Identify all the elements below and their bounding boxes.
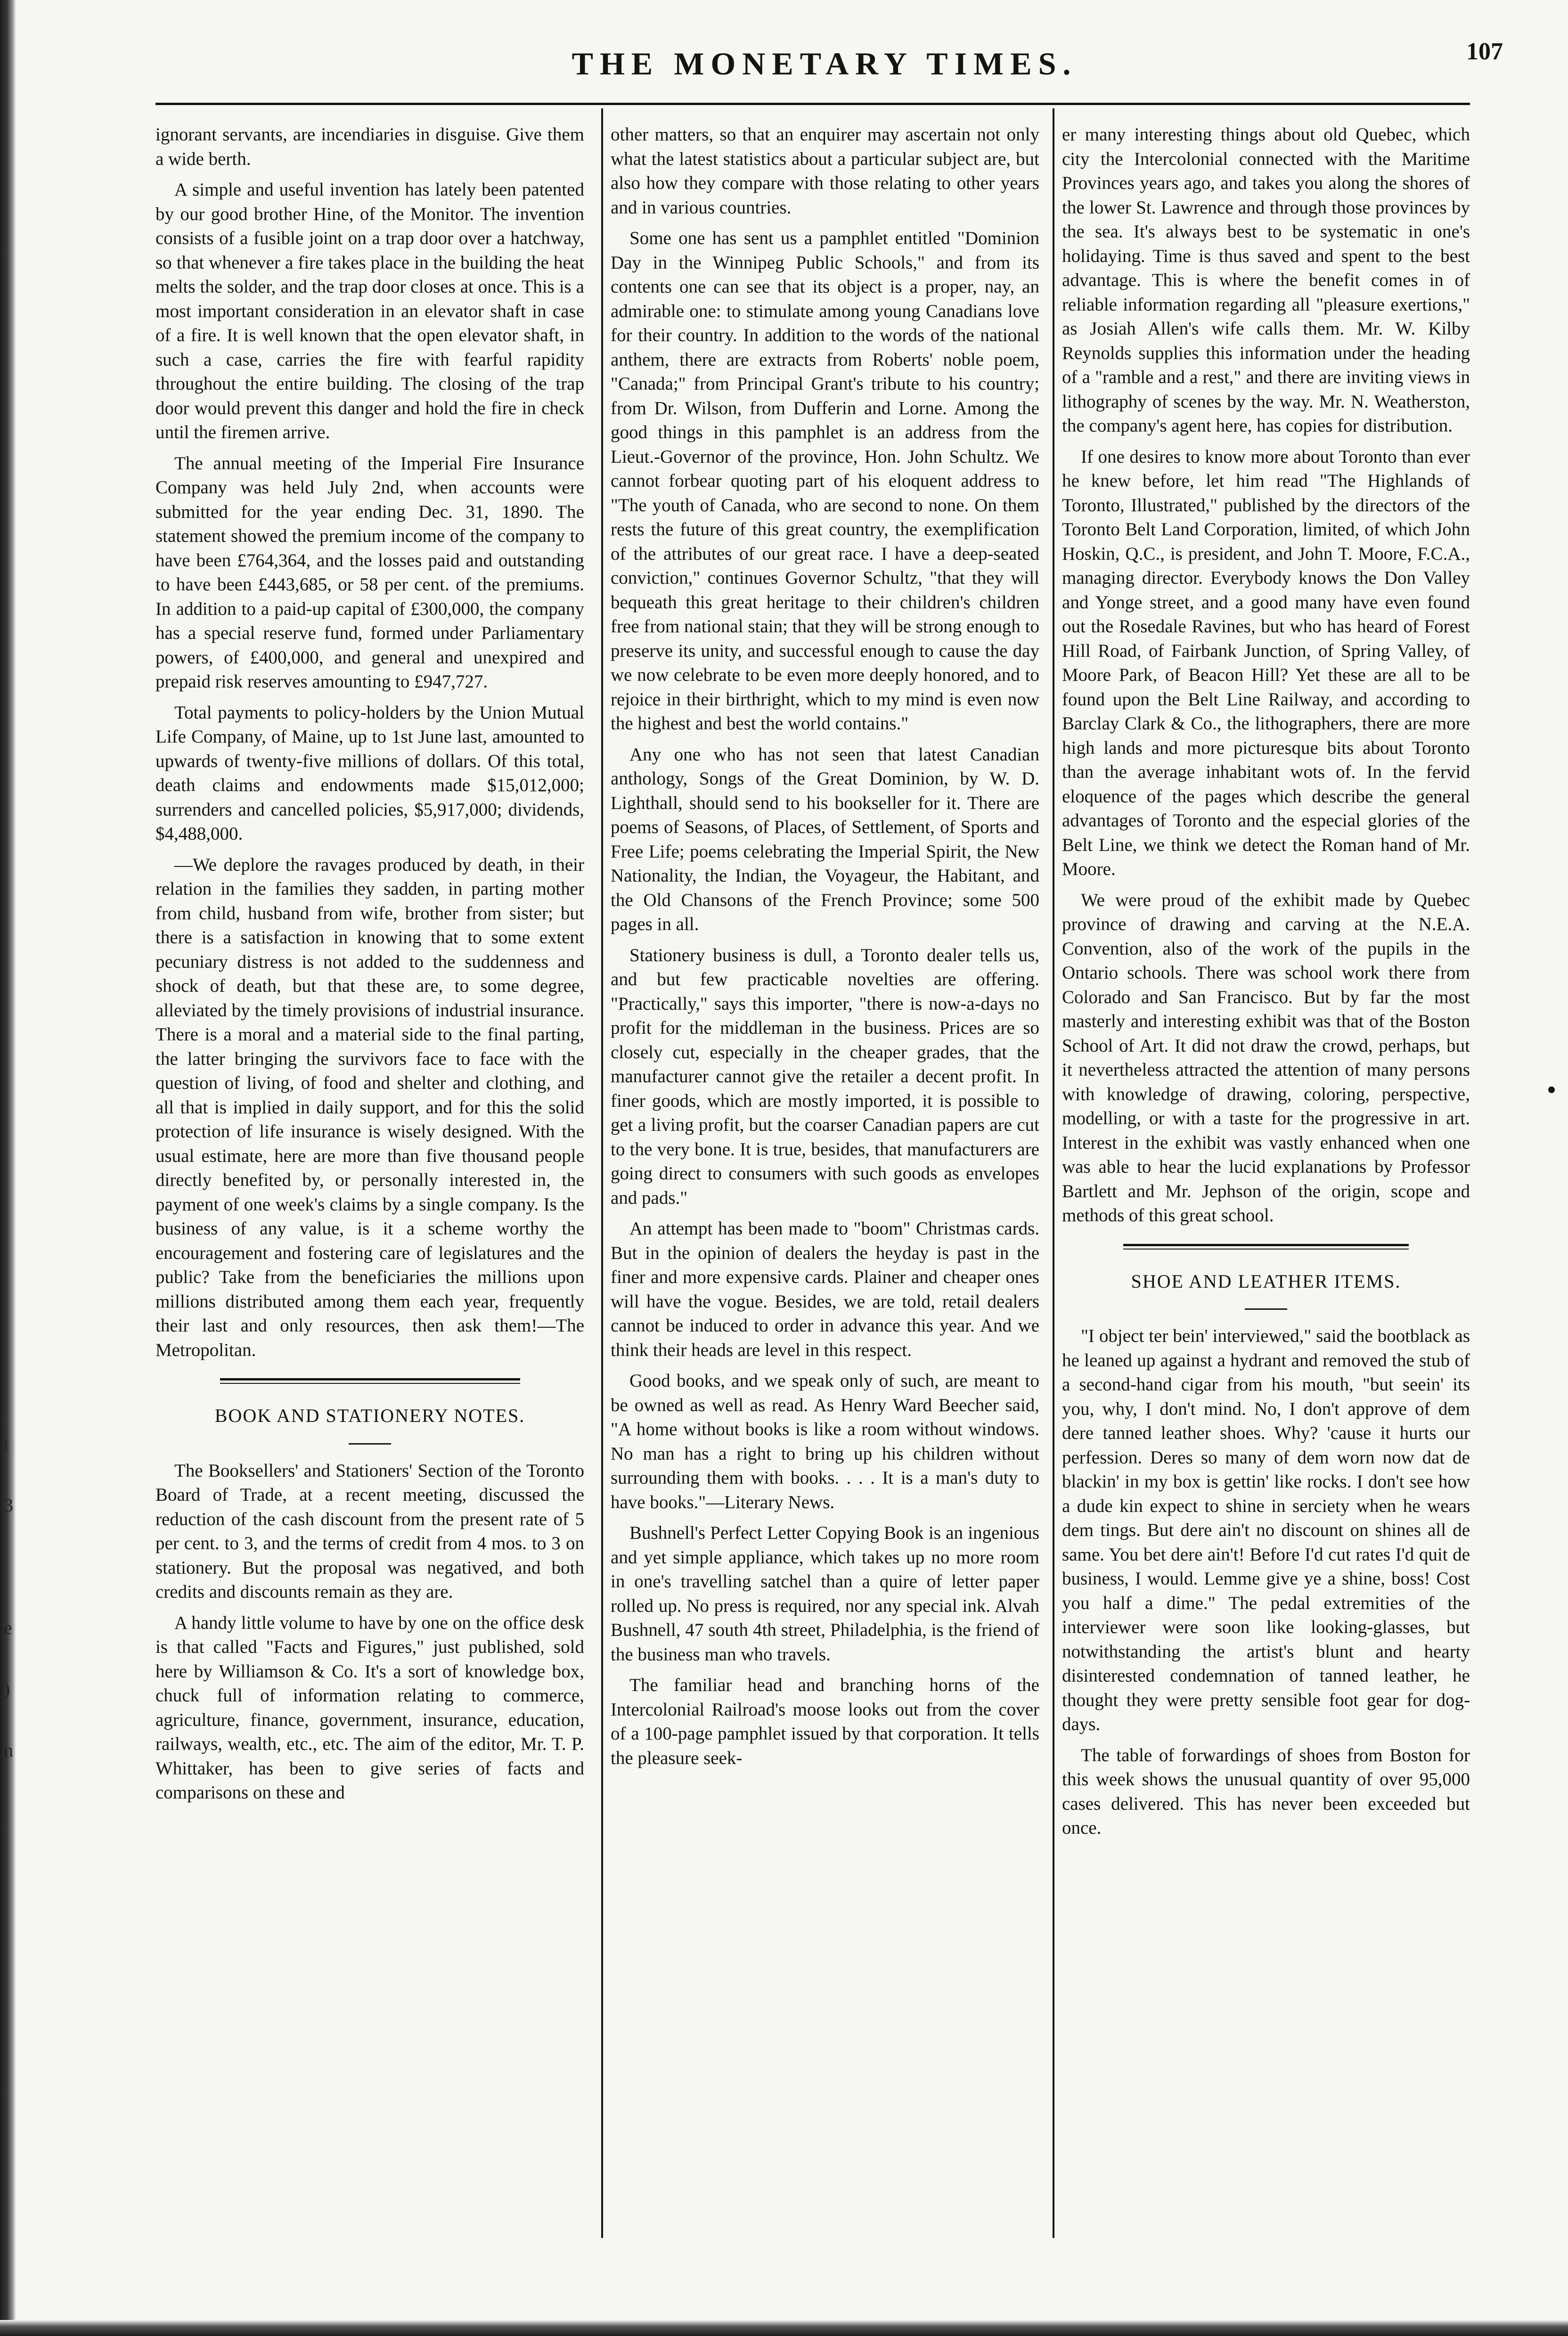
paragraph: The familiar head and branching horns of the Intercolonial Railroad's moose looks out from the cover of a 100-page pamphlet issued by that corporation. It tells the pleasure seek-	[611, 1675, 1039, 1768]
margin-mark: )	[4, 1678, 10, 1699]
column-divider	[601, 108, 603, 2238]
margin-mark	[4, 1536, 13, 1597]
book-spine-shadow	[0, 0, 16, 2336]
paragraph: The table of forwardings of shoes from Boston for this week shows the unusual quantity of over 95,000 cases delivered. This has never been exceeded but once.	[1062, 1745, 1470, 1838]
heading-underline	[349, 1443, 391, 1445]
column-divider	[1053, 108, 1054, 2238]
print-speck	[1548, 1086, 1555, 1093]
margin-mark: n	[4, 1740, 13, 1761]
article-column-1	[155, 123, 584, 2233]
paragraph: We were proud of the exhibit made by Quebec province of drawing and carving at the N.E.A. Convention, also of the work of the pupils in the Ontario schools. There was school work there from Colorado and San Francisco. But by far the most masterly and interesting exhibit was that of the Boston School of Art. It did not draw the crowd, perhaps, but it nevertheless attracted the attention of many persons with knowledge of drawing, coloring, perspective, modelling, or with a taste for the progressive in art. Interest in the exhibit was vastly enhanced when one was able to hear the lucid explanations by Professor Bartlett and Mr. Jephson of the origin, scope and methods of this great school.	[1062, 890, 1470, 1225]
paragraph: If one desires to know more about Toronto than ever he knew before, let him read "The Highlands of Toronto, Illustrated," published by the directors of the Toronto Belt Land Corporation, limited, of which John Hoskin, Q.C., is president, and John T. Moore, F.C.A., managing director. Everybody knows the Don Valley and Yonge street, and a good many have even found out the Rosedale Ravines, but who has heard of Forest Hill Road, of Fairbank Junction, of Spring Valley, of Moore Park, of Beacon Hill? Yet these are all to be found upon the Belt Line Railway, and according to Barclay Clark & Co., the lithographers, there are more high lands and more picturesque bits about Toronto than the average inhabitant wots of. In the fervid eloquence of the pages which describe the general advantages of Toronto and the especial glories of the Belt Line, we think we detect the Roman hand of Mr. Moore.	[1062, 446, 1470, 879]
masthead-title: THE MONETARY TIMES.	[572, 46, 1078, 82]
section-divider	[1123, 1244, 1409, 1250]
paragraph: —We deplore the ravages produced by death, in their relation in the families they sadden, in parting mother from child, husband from wife, brother from sister; but there is a satisfaction in knowing that to some extent pecuniary distress is not added to the suddenness and shock of death, but that these are, to some degree, alleviated by the timely provisions of industrial insurance. There is a moral and a material side to the final parting, the latter bringing the survivors face to face with the question of living, of food and shelter and clothing, and all that is implied in daily support, and for this the solid protection of life insurance is wisely designed. With the usual estimate, here are more than five thousand people directly benefited by, or personally interested in, the payment of one week's claims by a single company. Is the business of any value, is it a scheme worthy the encouragement and fostering care of legislatures and the public? Take from the beneficiaries the millions upon millions distributed among them each year, frequently their last and only resources, then ask them!—The Metropolitan.	[155, 854, 584, 1360]
paragraph: "I object ter bein' interviewed," said the bootblack as he leaned up against a hydrant and removed the stub of a second-hand cigar from his mouth, "but seein' its you, why, I don't mind. No, I don't approve of dem dere tanned leather shoes. Why? 'cause it hurts our perfession. Deres so many of dem worn now dat de blackin' in my box is gettin' like rocks. I don't see how a dude kin expect to shine in serciety when he wears dem tings. But dere ain't no discount on shines all de same. You bet dere ain't! Before I'd cut rates I'd quit de business, I would. Lemme give ye a shine, boss! Cost you half a dime." The pedal extremities of the interviewer were soon like looking-glasses, but notwithstanding the artist's blunt and hearty disinterested condemnation of tanned leather, he thought they were pretty sensible foot gear for dog-days.	[1062, 1326, 1470, 1734]
paragraph: Stationery business is dull, a Toronto dealer tells us, and but few practicable novelties are offering. "Practically," says this importer, "there is now-a-days no profit for the middleman in the business. Prices are so closely cut, especially in the cheaper grades, that the manufacturer cannot give the retailer a decent profit. In finer goods, which are mostly imported, it is possible to get a living profit, but the coarser Canadian papers are cut to the very bone. It is true, besides, that manufacturers are going direct to consumers with such goods as envelopes and pads."	[611, 945, 1039, 1208]
paragraph: Bushnell's Perfect Letter Copying Book is an ingenious and yet simple appliance, which takes up no more room in one's travelling satchel than a quire of letter paper rolled up. No press is required, nor any special ink. Alvah Bushnell, 47 south 4th street, Philadelphia, is the friend of the business man who travels.	[611, 1523, 1039, 1665]
article-column-2	[611, 123, 1039, 2233]
paragraph: A handy little volume to have by one on the office desk is that called "Facts and Figures," just published, sold here by Williamson & Co. It's a sort of knowledge box, chuck full of information relating to commerce, agriculture, finance, government, insurance, education, railways, wealth, etc., etc. The aim of the editor, Mr. T. P. Whittaker, has been to give series of facts and comparisons on these and	[155, 1612, 584, 1803]
paragraph: A simple and useful invention has lately been patented by our good brother Hine, of the Monitor. The invention consists of a fusible joint on a trap door over a hatchway, so that whenever a fire takes place in the building the heat melts the solder, and the trap door closes at once. This is a most important consideration in an elevator shaft in case of a fire. It is well known that the open elevator shaft, in such a case, carries the fire with fearful rapidity throughout the entire building. The closing of the trap door would prevent this danger and hold the fire in check until the firemen arrive.	[155, 180, 584, 442]
article-column-3	[1062, 123, 1470, 2233]
paragraph: Some one has sent us a pamphlet entitled "Dominion Day in the Winnipeg Public Schools," and from its contents one can see that its object is a proper, nay, an admirable one: to stimulate among young Canadians love for their country. In addition to the words of the national anthem, there are extracts from Roberts' noble poem, "Canada;" from Principal Grant's tribute to his country; from Dr. Wilson, from Dufferin and Lorne. Among the good things in this pamphlet is an address from the Lieut.-Governor of the province, Hon. John Schultz. We cannot forbear quoting part of his eloquent address to "The youth of Canada, who are second to none. On them rests the future of this great country, the exemplification of the attributes of our great race. I have a deep-seated conviction," continues Governor Schultz, "that they will bequeath this great heritage to their children's children free from national stain; that they will be strong enough to preserve its unity, and successful enough to cause the day we now celebrate to be even more deeply honored, and to rejoice in their birthright, which to my mind is even now the highest and best the world contains."	[611, 228, 1039, 734]
paragraph: Good books, and we speak only of such, are meant to be owned as well as read. As Henry Ward Beecher said, "A home without books is like a room without windows. No man has a right to bring up his children without surrounding them with books. . . . It is a man's duty to have books."—Literary News.	[611, 1371, 1039, 1512]
paragraph: The annual meeting of the Imperial Fire Insurance Company was held July 2nd, when accounts were submitted for the year ending Dec. 31, 1890. The statement showed the premium income of the company to have been £764,364, and the losses paid and outstanding to have been £443,685, or 58 per cent. of the premiums. In addition to a paid-up capital of £300,000, the company has a special reserve fund, formed under Parliamentary powers, of £400,000, and general and unexpired and prepaid risk reserves amounting to £947,727.	[155, 453, 584, 692]
paragraph: er many interesting things about old Quebec, which city the Intercolonial connected with the Maritime Provinces years ago, and takes you along the shores of the lower St. Lawrence and through those provinces by the sea. It's always best to be systematic in one's holidaying. Time is thus saved and spent to the best advantage. This is where the benefit comes in of reliable information regarding all "pleasure exertions," as Josiah Allen's wife calls them. Mr. W. Kilby Reynolds supplies this information under the heading of a "ramble and a rest," and there are inviting views in lithography of scenes by the way. Mr. N. Weatherston, the company's agent here, has copies for distribution.	[1062, 124, 1470, 436]
header-rule	[155, 103, 1470, 105]
section-heading: BOOK AND STATIONERY NOTES.	[214, 1405, 525, 1426]
paragraph: The Booksellers' and Stationers' Section of the Toronto Board of Trade, at a recent meeting, discussed the reduction of the cash discount from the present rate of 5 per cent. to 3, and the terms of credit from 4 mos. to 3 on stationery. But the proposal was negatived, and both credits and discounts remain as they are.	[155, 1460, 584, 1602]
paragraph: Total payments to policy-holders by the Union Mutual Life Company, of Maine, up to 1st June last, amounted to upwards of twenty-five millions of dollars. Of this total, death claims and endowments made $15,012,000; surrenders and cancelled policies, $5,917,000; dividends, $4,488,000.	[155, 702, 584, 844]
heading-underline	[1245, 1308, 1287, 1310]
paragraph: other matters, so that an enquirer may ascertain not only what the latest statistics about a particular subject are, but also how they compare with those relating to other years and in various countries.	[611, 124, 1039, 218]
paragraph: An attempt has been made to "boom" Christmas cards. But in the opinion of dealers the heyday is past in the finer and more expensive cards. Plainer and cheaper ones will have the vogue. Besides, we are told, retail dealers cannot be induced to order in advance this year. And we think their heads are level in this respect.	[611, 1218, 1039, 1360]
margin-mark: t	[4, 1433, 9, 1454]
bottom-edge-shadow	[0, 2320, 1568, 2336]
section-divider	[220, 1378, 520, 1384]
paragraph: Any one who has not seen that latest Canadian anthology, Songs of the Great Dominion, by W. D. Lighthall, should send to his bookseller for it. There are poems of Seasons, of Places, of Settlement, of Sports and Free Life; poems celebrating the Imperial Spirit, the New Nationality, the Indian, the Voyageur, the Habitant, and the Old Chansons of the French Province; some 500 pages in all.	[611, 744, 1039, 934]
margin-bleed-marks	[4, 1413, 13, 1781]
page-number: 107	[1466, 38, 1503, 65]
margin-mark: 3	[4, 1495, 13, 1516]
paragraph: ignorant servants, are incendiaries in disguise. Give them a wide berth.	[155, 124, 584, 169]
margin-mark: e	[4, 1617, 12, 1638]
section-heading: SHOE AND LEATHER ITEMS.	[1131, 1270, 1401, 1292]
page-header	[141, 38, 1508, 108]
